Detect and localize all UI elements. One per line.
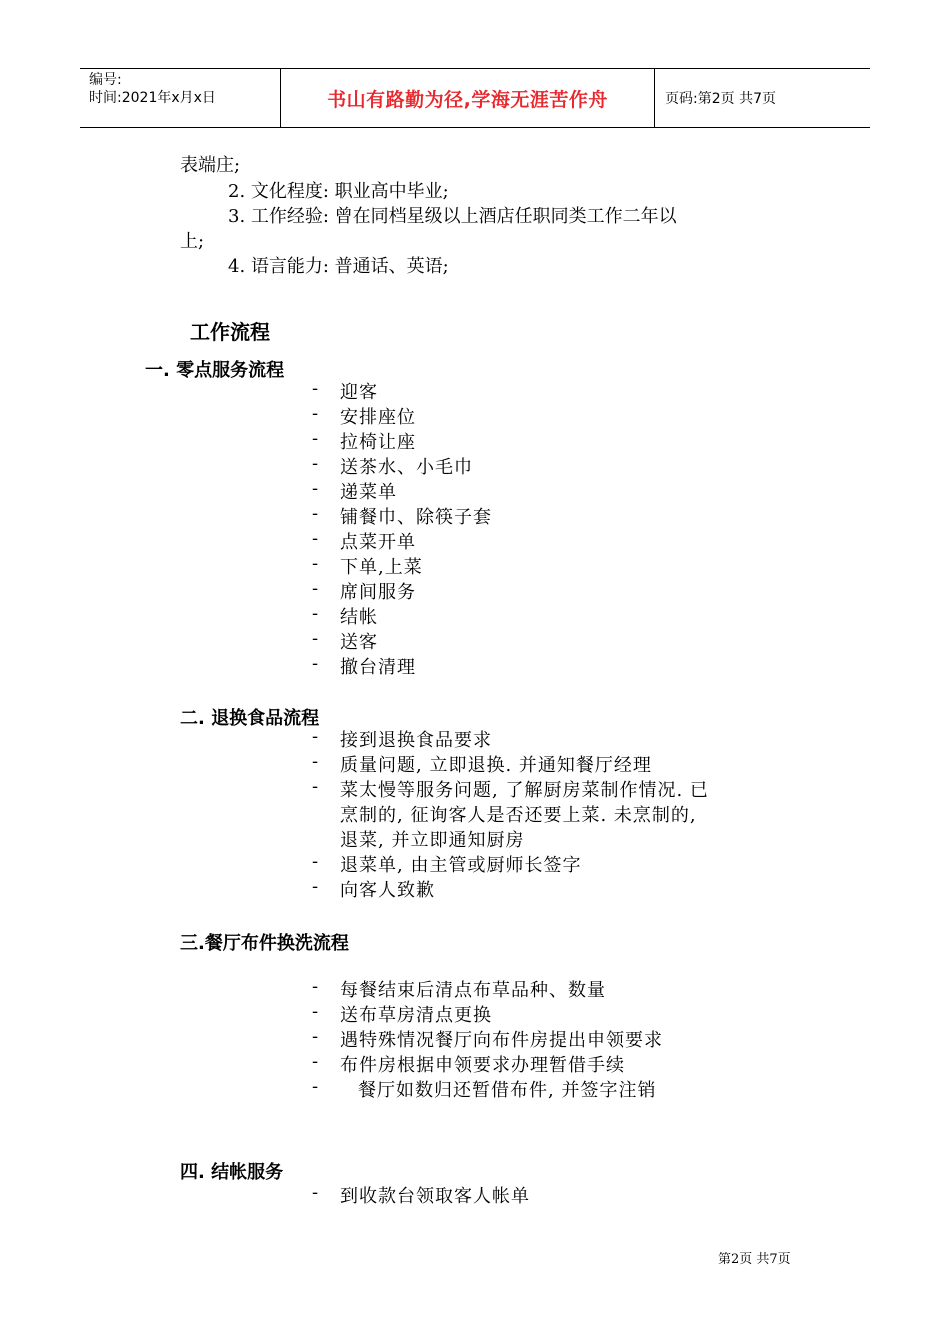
list-bullet: - (312, 403, 319, 424)
section-title: 四. 结帐服务 (180, 1162, 284, 1183)
list-bullet: - (312, 428, 319, 449)
list-item: 送客 (340, 632, 378, 653)
list-item: 遇特殊情况餐厅向布件房提出申领要求 (340, 1030, 663, 1051)
list-item: 铺餐巾、除筷子套 (340, 507, 492, 528)
list-bullet: - (312, 653, 319, 674)
list-item: 递菜单 (340, 482, 397, 503)
list-bullet: - (312, 1026, 319, 1047)
list-bullet: - (312, 628, 319, 649)
list-bullet: - (312, 1076, 319, 1097)
list-bullet: - (312, 578, 319, 599)
section-title: 三.餐厅布件换洗流程 (180, 933, 349, 954)
list-item: 烹制的, 征询客人是否还要上菜. 未烹制的, (340, 805, 697, 826)
list-item: 迎客 (340, 382, 378, 403)
main-heading: 工作流程 (190, 320, 270, 344)
section-title: 一. 零点服务流程 (145, 360, 285, 381)
list-item: 退菜, 并立即通知厨房 (340, 830, 525, 851)
list-item: 送布草房清点更换 (340, 1005, 492, 1026)
list-bullet: - (312, 1051, 319, 1072)
list-bullet: - (312, 751, 319, 772)
list-item: 到收款台领取客人帐单 (340, 1186, 530, 1207)
list-bullet: - (312, 528, 319, 549)
intro-line: 表端庄; (180, 155, 241, 176)
list-bullet: - (312, 553, 319, 574)
list-bullet: - (312, 776, 319, 797)
list-bullet: - (312, 478, 319, 499)
list-item: 撤台清理 (340, 657, 416, 678)
list-item: 点菜开单 (340, 532, 416, 553)
page-footer: 第2页 共7页 (718, 1252, 791, 1267)
list-bullet: - (312, 976, 319, 997)
list-bullet: - (312, 1001, 319, 1022)
list-item: 退菜单, 由主管或厨师长签字 (340, 855, 582, 876)
list-item: 每餐结束后清点布草品种、数量 (340, 980, 606, 1001)
number-label: 编号: (89, 72, 122, 88)
list-item: 向客人致歉 (340, 880, 435, 901)
list-item: 送茶水、小毛巾 (340, 457, 473, 478)
list-bullet: - (312, 726, 319, 747)
list-item: 餐厅如数归还暂借布件, 并签字注销 (358, 1080, 657, 1101)
page-header (80, 68, 870, 128)
list-item: 安排座位 (340, 407, 416, 428)
list-item: 拉椅让座 (340, 432, 416, 453)
intro-line: 3. 工作经验: 曾在同档星级以上酒店任职同类工作二年以 (228, 206, 677, 227)
page-number-label: 页码:第2页 共7页 (665, 91, 776, 107)
list-bullet: - (312, 453, 319, 474)
list-item: 下单,上菜 (340, 557, 423, 578)
list-bullet: - (312, 1182, 319, 1203)
intro-line: 2. 文化程度: 职业高中毕业; (228, 181, 449, 202)
intro-line: 4. 语言能力: 普通话、英语; (228, 256, 449, 277)
list-item: 菜太慢等服务问题, 了解厨房菜制作情况. 已 (340, 780, 709, 801)
list-bullet: - (312, 503, 319, 524)
list-bullet: - (312, 876, 319, 897)
intro-line: 上; (180, 231, 205, 252)
time-label: 时间:2021年x月x日 (89, 90, 216, 106)
list-bullet: - (312, 851, 319, 872)
section-title: 二. 退换食品流程 (180, 708, 320, 729)
list-bullet: - (312, 603, 319, 624)
list-bullet: - (312, 378, 319, 399)
header-meta (80, 69, 281, 127)
list-item: 布件房根据申领要求办理暂借手续 (340, 1055, 625, 1076)
motto: 书山有路勤为径,学海无涯苦作舟 (281, 69, 655, 127)
list-item: 席间服务 (340, 582, 416, 603)
list-item: 结帐 (340, 607, 378, 628)
list-item: 接到退换食品要求 (340, 730, 492, 751)
list-item: 质量问题, 立即退换. 并通知餐厅经理 (340, 755, 652, 776)
